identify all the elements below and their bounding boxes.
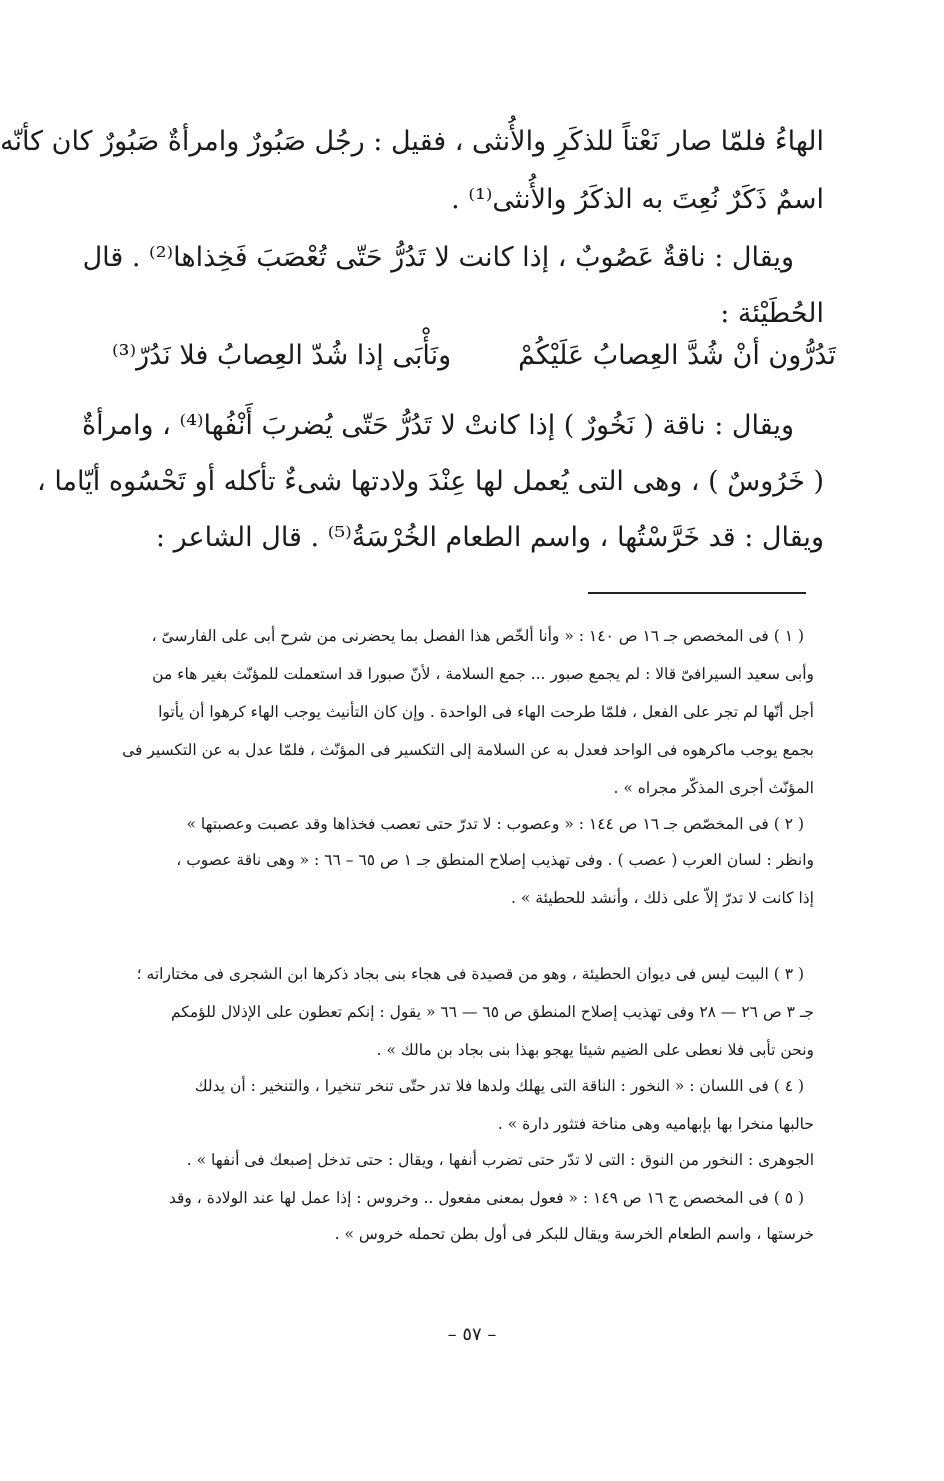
main-text-line: ويقال : قد خَرَّسْتُها ، واسم الطعام الخُرْسَةُ⁽⁵⁾ . قال الشاعر :: [155, 522, 824, 553]
footnote-line: جـ ٣ ص ٢٦ — ٢٨ وفى تهذيب إصلاح المنطق ص ٦٥ — ٦٦ « يقول : إنكم تعطون على الإذلال للؤمكم: [170, 1003, 814, 1021]
main-text-line: اسمٌ ذَكَرٌ نُعِتَ به الذكَرُ والأُنثى⁽¹⁾ .: [451, 184, 824, 215]
footnote-line: الجوهرى : النخور من النوق : التى لا تدّر حتى تضرب أنفها ، ويقال : حتى تدخل إصبعك فى أنفها » .: [186, 1151, 814, 1169]
footnote-line: ( ٢ ) فى المخصّص جـ ١٦ ص ١٤٤ : « وعصوب : لا تدرّ حتى تعصب فخذاها وقد عصبت وعصبتها »: [186, 815, 804, 833]
footnote-line: المؤنّث أجرى المذكّر مجراه » .: [613, 779, 814, 797]
footnote-line: ( ٤ ) فى اللسان : « النخور : الناقة التى يهلك ولدها فلا تدر حتّى تنخر تنخيرا ، والتنخير : أن يدلك: [194, 1077, 804, 1095]
footnote-line: ونحن تأبى فلا نعطى على الضيم شيئا يهجو بهذا بنى بجاد بن مالك » .: [376, 1041, 814, 1059]
verse-first-hemistich: تَدُرُّون أنْ شُدَّ العِصابُ عَلَيْكُمْ: [518, 340, 836, 371]
footnote-line: حالبها منخرا بها بإبهاميه وهى مناخة فتثور دارة » .: [497, 1115, 814, 1133]
main-text-line: الهاءُ فلمّا صار نَعْتاً للذكَرِ والأُنثى ، فقيل : رجُل صَبُورٌ وامرأةٌ صَبُورٌ كان كأنّه: [0, 126, 824, 157]
footnote-line: ( ٥ ) فى المخصص ج ١٦ ص ١٤٩ : « فعول بمعنى مفعول .. وخروس : إذا عمل لها عند الولادة ، وقد: [168, 1189, 804, 1207]
footnote-line: ( ١ ) فى المخصص جـ ١٦ ص ١٤٠ : « وأنا ألخّص هذا الفصل بما يحضرنى من شرح أبى على الفارسىّ ،: [151, 627, 804, 645]
footnote-line: بجمع يوجب ماكرهوه فى الواحد فعدل به عن السلامة إلى التكسير فى المؤنّث ، فلمّا عدل به عن التكسير فى: [122, 741, 814, 759]
footnote-line: وأبى سعيد السيرافىّ قالا : لم يجمع صبور ... جمع السلامة ، لأنّ صبورا قد استعملت للمؤنّث بغير هاء من: [152, 665, 814, 683]
footnote-line: إذا كانت لا تدرّ إلاّ على ذلك ، وأنشد للحطيئة » .: [511, 889, 814, 907]
poetry-verse: [112, 336, 836, 376]
footnote-line: أجل أنّها لم تجر على الفعل ، فلمّا طرحت الهاء فى الواحدة . وإن كان التأنيث يوجب الهاء كرهوا أن يأتوا: [158, 703, 814, 721]
footnote-line: ( ٣ ) البيت ليس فى ديوان الحطيئة ، وهو من قصيدة فى هجاء بنى بجاد ذكرها ابن الشجرى فى مختاراته ؛: [136, 965, 804, 983]
main-text-line: ويقال : ناقةٌ عَصُوبٌ ، إذا كانت لا تَدُرُّ حَتّى تُعْصَبَ فَخِذاها⁽²⁾ . قال: [82, 242, 794, 273]
verse-second-hemistich: ونَأْبَى إذا شُدّ العِصابُ فلا نَدُرّ⁽³⁾: [112, 340, 452, 371]
main-text-line: ( خَرُوسٌ ) ، وهى التى يُعمل لها عِنْدَ ولادتها شىءٌ تأكله أو تَحْسُوه أيّاما ،: [37, 466, 824, 497]
main-text-line: الحُطَيْئة :: [720, 298, 824, 329]
footnote-separator: [588, 592, 806, 594]
page-number: – ٥٧ –: [447, 1324, 497, 1345]
footnote-line: وانظر : لسان العرب ( عصب ) . وفى تهذيب إصلاح المنطق جـ ١ ص ٦٥ – ٦٦ : « وهى ناقة عصوب ،: [176, 851, 814, 869]
main-text-line: ويقال : ناقة ( نَخُورٌ ) إذا كانتْ لا تَدُرُّ حَتّى يُضربَ أَنْفُها⁽⁴⁾ ، وامرأةٌ: [82, 410, 794, 441]
footnote-line: خرستها ، واسم الطعام الخرسة ويقال للبكر فى أول بطن تحمله خروس » .: [334, 1225, 814, 1243]
